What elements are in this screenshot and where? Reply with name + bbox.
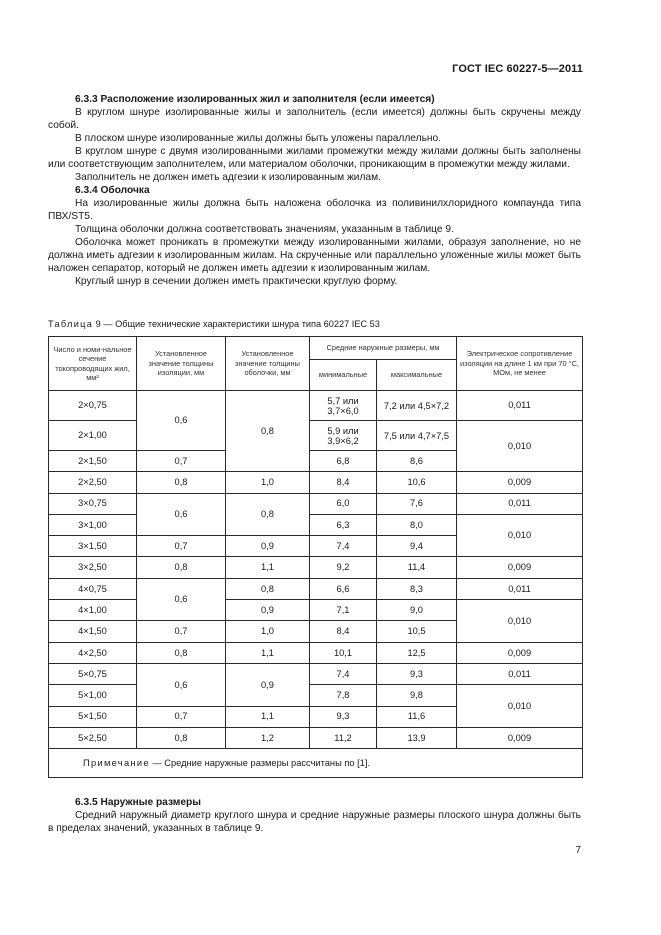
- paragraph: Толщина оболочки должна соответствовать значениям, указанным в таблице 9.: [75, 224, 454, 235]
- cell-sheath: 0,9: [226, 663, 310, 706]
- table-caption: [48, 318, 380, 330]
- cell-size: 5×1,00: [49, 685, 137, 706]
- cell-resistance: 0,011: [457, 663, 583, 684]
- paragraph: Заполнитель не должен иметь адгезии к изолированным жилам.: [75, 172, 381, 183]
- cell-insulation: 0,8: [137, 472, 226, 493]
- cell-max: 8,3: [377, 578, 457, 599]
- cell-insulation: 0,6: [137, 578, 226, 621]
- paragraph: Оболочка может проникать в промежутки между изолированными жилами, образуя заполнение, но не должна иметь адгезии к изолированным жилам. На скрученные или параллельно уложенные жилы может быть наложен сепаратор, который не должен иметь адгезии к изолированным жилам.: [48, 237, 581, 274]
- cell-sheath: 1,0: [226, 472, 310, 493]
- table-row: [49, 472, 583, 493]
- table-row: [49, 391, 583, 421]
- cell-max: 10,6: [377, 472, 457, 493]
- table-row: [49, 578, 583, 599]
- table-row: [49, 642, 583, 663]
- paragraph: Средний наружный диаметр круглого шнура и средние наружные размеры плоского шнура должны быть в пределах значений, указанных в таблице 9.: [48, 810, 581, 834]
- cell-max: 11,4: [377, 557, 457, 578]
- cell-max: 13,9: [377, 727, 457, 748]
- table-note-row: [49, 749, 583, 778]
- cell-insulation: 0,8: [137, 642, 226, 663]
- cell-sheath: 1,1: [226, 706, 310, 727]
- lower-text-block: [48, 796, 581, 835]
- cell-resistance: 0,009: [457, 727, 583, 748]
- paragraph: В круглом шнуре с двумя изолированными жилами промежутки между жилами должны быть заполнены или соответствующим заполнителем, или материалом оболочки, проникающим в промежутки между жилами.: [48, 146, 581, 170]
- header-min: минимальные: [310, 360, 377, 391]
- cell-resistance: 0,011: [457, 493, 583, 514]
- cell-max: 9,0: [377, 600, 457, 621]
- cell-resistance: 0,009: [457, 472, 583, 493]
- cell-size: 2×0,75: [49, 391, 137, 421]
- standard-code: ГОСТ IEC 60227-5—2011: [452, 63, 583, 75]
- cell-min: 11,2: [310, 727, 377, 748]
- cell-max: 9,3: [377, 663, 457, 684]
- paragraph: В плоском шнуре изолированные жилы должны быть уложены параллельно.: [75, 133, 441, 144]
- cell-min: 8,4: [310, 472, 377, 493]
- cell-resistance: 0,010: [457, 421, 583, 472]
- cell-sheath: 1,1: [226, 557, 310, 578]
- cell-min: 8,4: [310, 621, 377, 642]
- cell-min: 7,1: [310, 600, 377, 621]
- cell-max: 7,2 или 4,5×7,2: [377, 391, 457, 421]
- cell-min: 9,3: [310, 706, 377, 727]
- cell-min: 6,8: [310, 451, 377, 472]
- cell-insulation: 0,8: [137, 557, 226, 578]
- cell-max: 11,6: [377, 706, 457, 727]
- section-635-heading: 6.3.5 Наружные размеры: [75, 797, 201, 808]
- section-633-heading: 6.3.3 Расположение изолированных жил и заполнителя (если имеется): [75, 94, 435, 105]
- section-634-heading: 6.3.4 Оболочка: [75, 185, 150, 196]
- cell-sheath: 0,8: [226, 578, 310, 599]
- cell-resistance: 0,011: [457, 578, 583, 599]
- cell-sheath: 0,8: [226, 493, 310, 536]
- cell-min: 10,1: [310, 642, 377, 663]
- cell-size: 3×0,75: [49, 493, 137, 514]
- cell-size: 5×0,75: [49, 663, 137, 684]
- paragraph: Круглый шнур в сечении должен иметь практически круглую форму.: [75, 276, 398, 287]
- cell-max: 10,5: [377, 621, 457, 642]
- cell-max: 8,0: [377, 514, 457, 535]
- cell-resistance: 0,010: [457, 600, 583, 643]
- table-row: [49, 663, 583, 684]
- cell-min: 6,0: [310, 493, 377, 514]
- page-number: 7: [575, 845, 581, 856]
- cell-size: 5×1,50: [49, 706, 137, 727]
- header-outer-dimensions: Средние наружные размеры, мм: [310, 337, 457, 360]
- cell-resistance: 0,009: [457, 642, 583, 663]
- cell-min: 6,3: [310, 514, 377, 535]
- cell-sheath: 0,9: [226, 600, 310, 621]
- table-note-label: Примечание: [83, 757, 150, 768]
- cell-insulation: 0,7: [137, 536, 226, 557]
- cell-insulation: 0,6: [137, 663, 226, 706]
- cell-sheath: 1,2: [226, 727, 310, 748]
- cell-size: 5×2,50: [49, 727, 137, 748]
- table-header-row: [49, 337, 583, 360]
- cell-resistance: 0,010: [457, 685, 583, 728]
- table-row: [49, 514, 583, 535]
- cell-sheath: 0,8: [226, 391, 310, 472]
- table-row: [49, 600, 583, 621]
- cell-min: 7,4: [310, 663, 377, 684]
- cell-sheath: 1,1: [226, 642, 310, 663]
- cell-size: 2×1,50: [49, 451, 137, 472]
- cell-size: 4×1,00: [49, 600, 137, 621]
- cell-max: 8,6: [377, 451, 457, 472]
- header-max: максимальные: [377, 360, 457, 391]
- table-note: [49, 749, 583, 778]
- cell-min: 7,8: [310, 685, 377, 706]
- table-row: [49, 493, 583, 514]
- cell-size: 3×1,50: [49, 536, 137, 557]
- cell-size: 4×2,50: [49, 642, 137, 663]
- table-row: [49, 557, 583, 578]
- cell-max: 9,8: [377, 685, 457, 706]
- cell-insulation: 0,8: [137, 727, 226, 748]
- cell-sheath: 1,0: [226, 621, 310, 642]
- header-resistance: Электрическое сопротивление изоляции на длине 1 км при 70 °C, МОм, не менее: [457, 337, 583, 391]
- header-insulation: Установленное значение толщины изоляции, мм: [137, 337, 226, 391]
- cell-min: 9,2: [310, 557, 377, 578]
- cell-size: 4×0,75: [49, 578, 137, 599]
- table-caption-label: Таблица: [48, 319, 94, 329]
- cell-resistance: 0,009: [457, 557, 583, 578]
- table-row: [49, 685, 583, 706]
- table-row: [49, 421, 583, 451]
- cell-size: 2×2,50: [49, 472, 137, 493]
- cell-insulation: 0,7: [137, 706, 226, 727]
- cell-max: 9,4: [377, 536, 457, 557]
- header-cores: Число и номи-нальное сечение токопроводящих жил, мм²: [49, 337, 137, 391]
- table-caption-text: 9 — Общие технические характеристики шнура типа 60227 IEC 53: [93, 319, 380, 329]
- cell-resistance: 0,011: [457, 391, 583, 421]
- specs-table: [48, 336, 583, 778]
- upper-text-block: [48, 93, 581, 288]
- table-row: [49, 727, 583, 748]
- cell-size: 3×1,00: [49, 514, 137, 535]
- paragraph: В круглом шнуре изолированные жилы и заполнитель (если имеется) должны быть скручены между собой.: [48, 107, 581, 131]
- cell-insulation: 0,7: [137, 621, 226, 642]
- cell-size: 4×1,50: [49, 621, 137, 642]
- cell-sheath: 0,9: [226, 536, 310, 557]
- cell-min: 5,9 или 3,9×6,2: [310, 421, 377, 451]
- cell-size: 3×2,50: [49, 557, 137, 578]
- paragraph: На изолированные жилы должна быть наложена оболочка из поливинилхлоридного компаунда типа ПВХ/ST5.: [48, 198, 581, 222]
- cell-insulation: 0,6: [137, 493, 226, 536]
- cell-size: 2×1,00: [49, 421, 137, 451]
- cell-max: 7,5 или 4,7×7,5: [377, 421, 457, 451]
- cell-resistance: 0,010: [457, 514, 583, 557]
- cell-max: 7,6: [377, 493, 457, 514]
- cell-max: 12,5: [377, 642, 457, 663]
- cell-min: 6,6: [310, 578, 377, 599]
- header-sheath: Установленное значение толщины оболочки, мм: [226, 337, 310, 391]
- table-note-text: — Средние наружные размеры рассчитаны по [1].: [149, 757, 371, 768]
- cell-min: 5,7 или 3,7×6,0: [310, 391, 377, 421]
- cell-min: 7,4: [310, 536, 377, 557]
- cell-insulation: 0,7: [137, 451, 226, 472]
- cell-insulation: 0,6: [137, 391, 226, 451]
